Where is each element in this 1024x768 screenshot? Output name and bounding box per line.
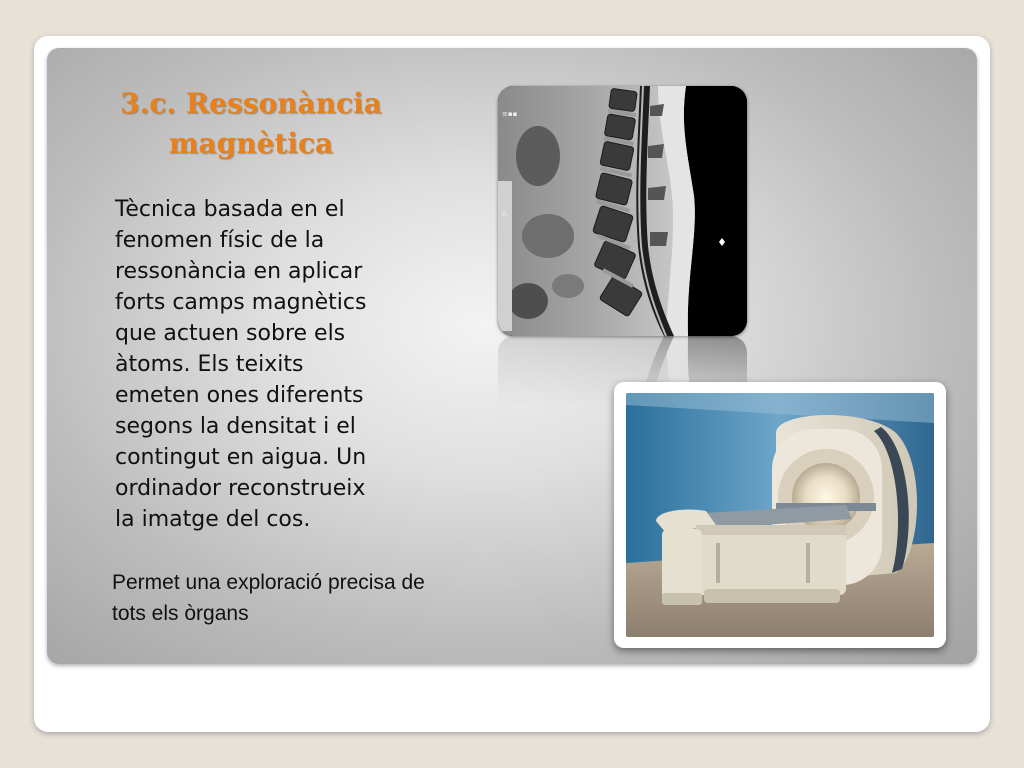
spine-mri-image <box>498 86 747 336</box>
description-line: la imatge del cos. <box>115 507 311 532</box>
note-line2: tots els òrgans <box>112 602 249 625</box>
description-line: segons la densitat i el <box>115 414 356 439</box>
description-line: que actuen sobre els <box>115 321 346 346</box>
svg-text:A: A <box>502 210 507 218</box>
description-line: contingut en aigua. Un <box>115 445 367 470</box>
mri-scanner-photo-frame <box>614 382 946 648</box>
description-line: ressonància en aplicar <box>115 259 363 284</box>
description-line: àtoms. Els teixits <box>115 352 304 377</box>
description-text <box>115 194 435 535</box>
description-line: fenomen físic de la <box>115 228 325 253</box>
slide-title <box>96 84 406 164</box>
description-line: ordinador reconstrueix <box>115 476 366 501</box>
svg-text:≡▪▪: ≡▪▪ <box>502 110 518 118</box>
note-text <box>112 567 512 629</box>
description-line: forts camps magnètics <box>115 290 367 315</box>
slide-title-line2: magnètica <box>168 127 334 160</box>
description-line: emeten ones diferents <box>115 383 364 408</box>
mri-scanner-photo <box>626 393 934 637</box>
description-line: Tècnica basada en el <box>115 197 345 222</box>
note-line1: Permet una exploració precisa de <box>112 571 425 594</box>
slide-title-line1: 3.c. Ressonància <box>120 87 382 120</box>
